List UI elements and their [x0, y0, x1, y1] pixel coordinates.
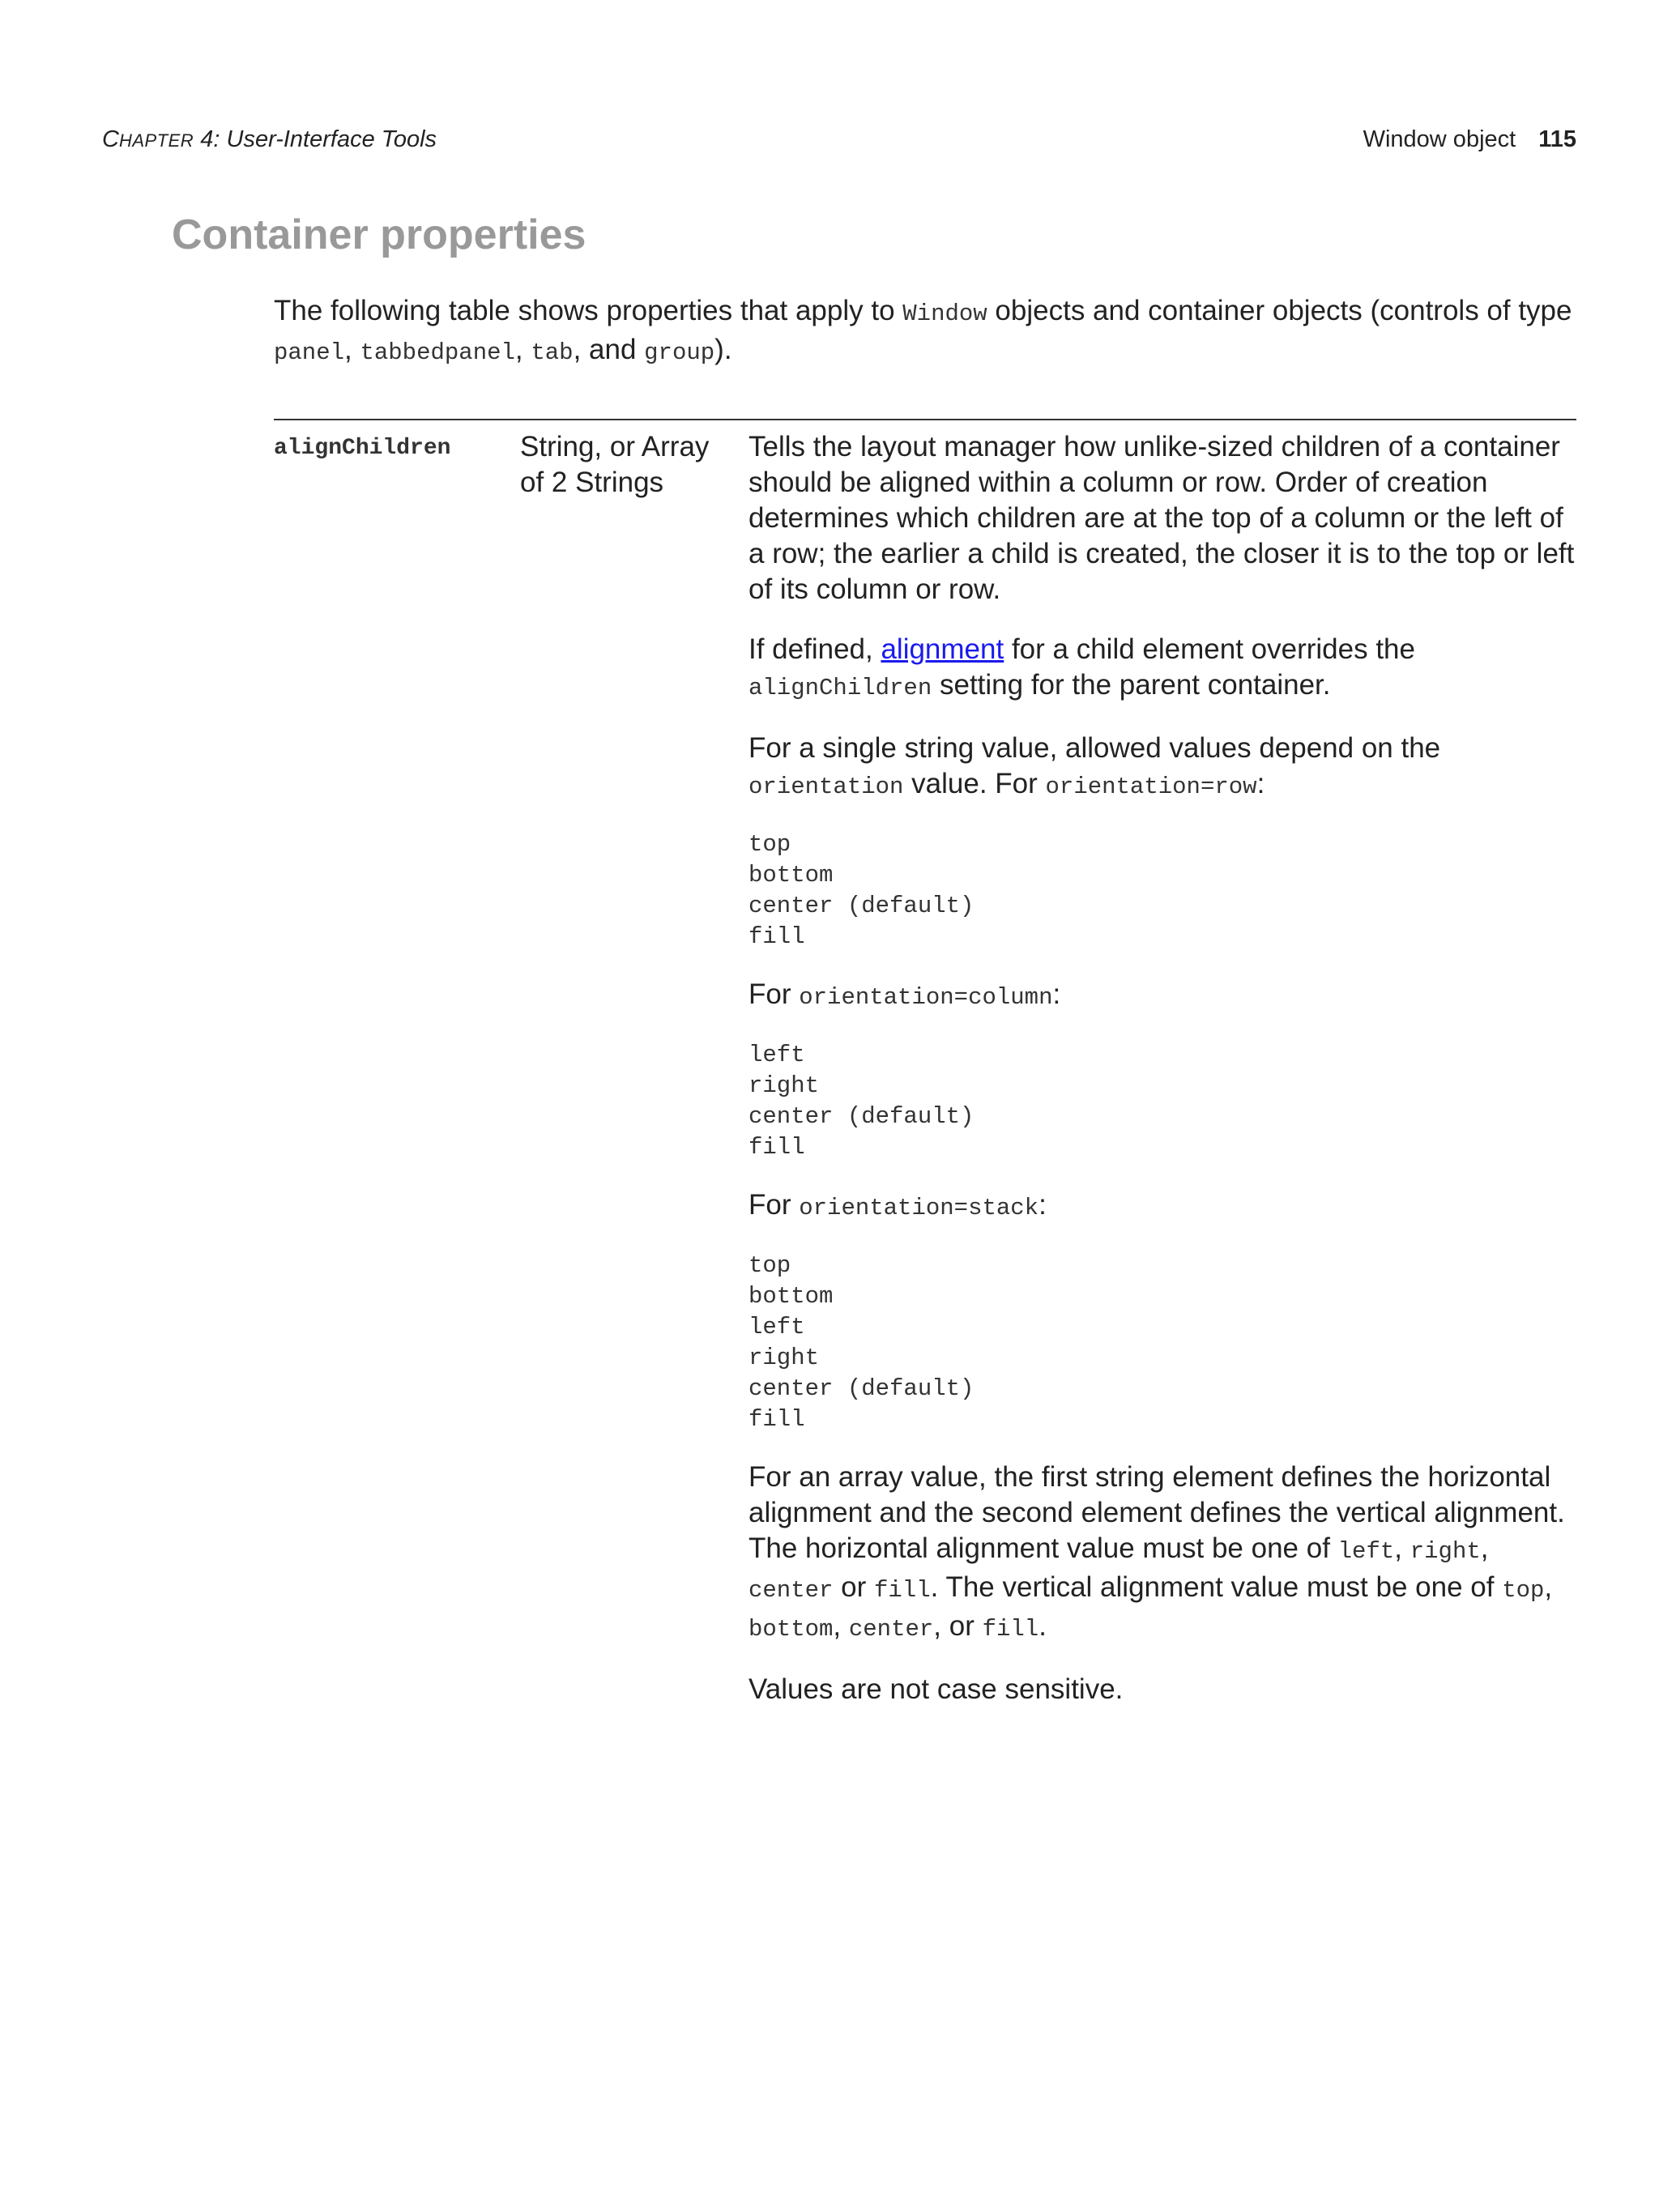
table-top-rule	[274, 419, 1576, 420]
code-orientation-stack: orientation=stack	[799, 1195, 1039, 1221]
intro-paragraph	[274, 293, 1586, 371]
desc-text: ,	[1544, 1571, 1553, 1603]
code-bottom: bottom	[748, 1616, 834, 1643]
description-paragraph: Tells the layout manager how unlike-sized children of a container should be aligned within a column or row. Order of creation determines which children are at the top of a column or the left of a row; the earlier a child is created, the closer it is to the top or left of its column or row.	[748, 431, 1575, 605]
code-orientation: orientation	[748, 774, 904, 800]
description-paragraph	[748, 977, 1576, 1016]
desc-text: For an array value, the first string element defines the horizontal alignment and the second element defines the vertical alignment. The horizontal alignment value must be one of	[748, 1461, 1565, 1564]
code-center: center	[748, 1577, 834, 1604]
intro-text: ).	[714, 334, 732, 365]
code-tab: tab	[531, 339, 574, 366]
chapter-name: 4: User-Interface Tools	[194, 126, 437, 152]
code-value: top	[748, 1252, 791, 1279]
description-paragraph	[748, 1187, 1576, 1226]
code-left: left	[1337, 1538, 1395, 1565]
intro-text: ,	[514, 334, 531, 365]
code-right: right	[1410, 1538, 1481, 1565]
desc-text: :	[1256, 768, 1265, 799]
code-value: center (default)	[748, 1375, 975, 1402]
property-description	[748, 429, 1576, 1732]
desc-text: setting for the parent container.	[932, 669, 1331, 701]
stack-values-list	[748, 1251, 1576, 1435]
property-name: alignChildren	[274, 436, 451, 461]
code-orientation-row: orientation=row	[1045, 774, 1257, 800]
chapter-label: HAPTER	[118, 130, 194, 151]
code-value: left	[748, 1314, 805, 1340]
code-top: top	[1502, 1577, 1545, 1604]
page-header	[102, 126, 1576, 162]
chapter-title	[102, 126, 437, 153]
code-value: bottom	[748, 862, 834, 889]
desc-text: :	[1038, 1189, 1047, 1221]
desc-text: For a single string value, allowed values depend on the	[748, 732, 1441, 764]
desc-text: .	[1038, 1610, 1047, 1642]
description-paragraph: Values are not case sensitive.	[748, 1673, 1124, 1705]
code-alignchildren: alignChildren	[748, 675, 932, 701]
desc-text: For	[748, 978, 800, 1010]
desc-text: . The vertical alignment value must be one of	[930, 1571, 1503, 1603]
description-paragraph	[748, 632, 1576, 706]
description-paragraph	[748, 1460, 1576, 1647]
code-value: fill	[748, 1406, 805, 1433]
code-value: fill	[748, 1134, 805, 1161]
desc-text: If defined,	[748, 633, 881, 665]
code-orientation-column: orientation=column	[799, 984, 1053, 1011]
code-value: bottom	[748, 1283, 834, 1310]
section-title: Container properties	[172, 211, 586, 258]
code-fill: fill	[982, 1616, 1039, 1643]
section-reference: Window object	[1363, 126, 1516, 152]
desc-text: for a child element overrides the	[1004, 633, 1415, 665]
code-group: group	[644, 339, 715, 366]
code-value: right	[748, 1345, 820, 1371]
intro-text: ,	[344, 334, 360, 365]
code-center: center	[848, 1616, 934, 1643]
code-tabbedpanel: tabbedpanel	[360, 339, 515, 366]
code-value: right	[748, 1072, 820, 1099]
code-value: center (default)	[748, 893, 975, 919]
desc-text: ,	[1480, 1532, 1489, 1564]
desc-text: , or	[933, 1610, 983, 1642]
code-value: top	[748, 831, 791, 858]
intro-text: The following table shows properties that apply to	[274, 295, 903, 326]
desc-text: For	[748, 1189, 800, 1221]
code-value: center (default)	[748, 1103, 975, 1130]
code-value: left	[748, 1042, 805, 1068]
intro-text: , and	[573, 334, 645, 365]
code-panel: panel	[274, 339, 345, 366]
code-window: Window	[902, 300, 987, 327]
description-paragraph	[748, 731, 1576, 805]
page-number: 115	[1538, 126, 1576, 152]
desc-text: ,	[1394, 1532, 1410, 1564]
intro-text: objects and container objects (controls of type	[987, 295, 1572, 326]
property-type: String, or Array of 2 Strings	[520, 431, 710, 498]
desc-text: or	[833, 1571, 874, 1603]
code-fill: fill	[874, 1577, 931, 1604]
chapter-initial: C	[102, 126, 119, 152]
column-values-list	[748, 1040, 1576, 1163]
alignment-link[interactable]: alignment	[881, 633, 1004, 665]
row-values-list	[748, 829, 1576, 953]
desc-text: :	[1052, 978, 1061, 1010]
desc-text: value. For	[903, 768, 1046, 799]
desc-text: ,	[833, 1610, 849, 1642]
header-right	[1363, 126, 1576, 153]
code-value: fill	[748, 923, 805, 950]
